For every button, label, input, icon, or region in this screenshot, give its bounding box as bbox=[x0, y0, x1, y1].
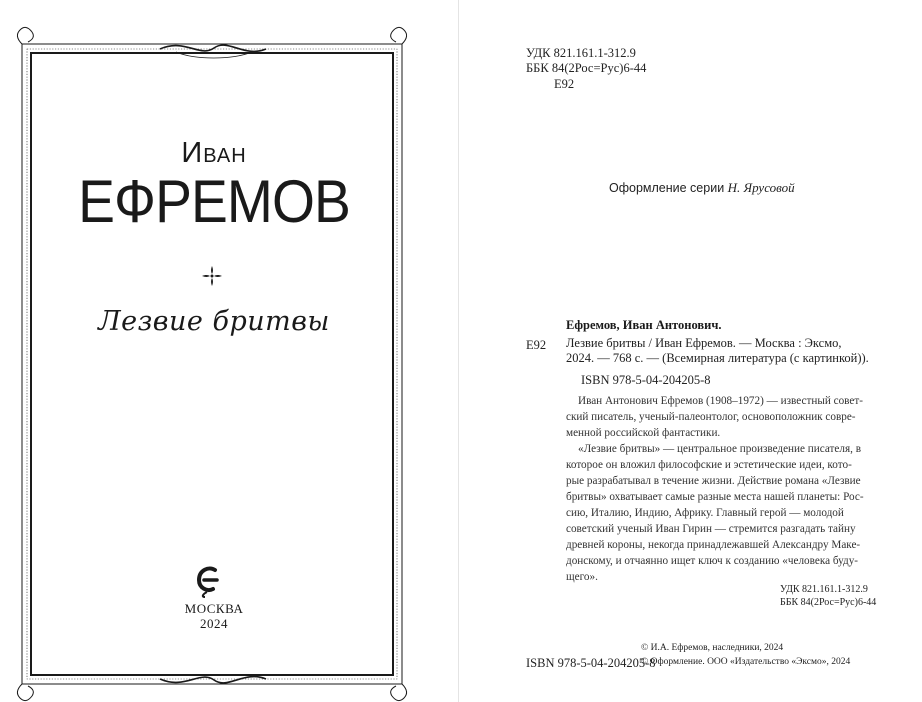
publication-year: 2024 bbox=[200, 616, 228, 631]
catalog-description-line: 2024. — 768 с. — (Всемирная литература (с картинкой)). bbox=[566, 351, 869, 365]
annotation-line: менной российской фантастики. bbox=[566, 427, 721, 439]
copyright-publisher: © Оформление. ООО «Издательство «Эксмо», 2024 bbox=[641, 657, 851, 667]
design-credit-prefix: Оформление серии bbox=[609, 181, 725, 195]
annotation-line: советский ученый Иван Гирин — стремится разгадать тайну bbox=[566, 523, 856, 535]
page-gutter bbox=[458, 0, 459, 702]
series-design-credit bbox=[609, 180, 795, 196]
designer-name: Н. Ярусовой bbox=[727, 180, 795, 195]
annotation-paragraph bbox=[566, 393, 887, 441]
author-sign: Е92 bbox=[554, 77, 575, 91]
udk-code-footer: УДК 821.161.1-312.9 bbox=[780, 584, 868, 595]
eksmo-logo-icon bbox=[195, 566, 223, 598]
book-title: Лезвие бритвы bbox=[98, 306, 330, 337]
annotation-line: рые разрабатывал в течение жизни. Действие романа «Лезвие bbox=[566, 475, 861, 487]
annotation-line: «Лезвие бритвы» — центральное произведение писателя, в bbox=[578, 443, 862, 455]
ornamental-frame bbox=[0, 0, 460, 702]
copyright-author: © И.А. Ефремов, наследники, 2024 bbox=[641, 643, 784, 653]
annotation-line: ский писатель, ученый-палеонтолог, основоположник совре- bbox=[566, 411, 856, 423]
catalog-author: Ефремов, Иван Антонович. bbox=[566, 318, 722, 332]
annotation-line: щего». bbox=[566, 571, 598, 583]
annotation-line: Иван Антонович Ефремов (1908–1972) — известный совет- bbox=[578, 395, 863, 407]
annotation-line: которое он вложил философские и эстетические идеи, кото- bbox=[566, 459, 852, 471]
author-first-name: Иван bbox=[181, 137, 247, 169]
annotation-line: донскому, и отчаянно ищет ключ к созданию «человека буду- bbox=[566, 555, 859, 567]
author-last-name: ЕФРЕМОВ bbox=[78, 168, 350, 235]
annotation-line: бритвы» охватывает самые разные места нашей планеты: Рос- bbox=[566, 491, 864, 503]
bbk-code-footer: ББК 84(2Рос=Рус)6-44 bbox=[780, 597, 877, 608]
annotation-paragraph bbox=[566, 441, 887, 585]
catalog-author-sign: Е92 bbox=[526, 338, 547, 352]
catalog-description-line: Лезвие бритвы / Иван Ефремов. — Москва : Эксмо, bbox=[566, 336, 842, 350]
bbk-code: ББК 84(2Рос=Рус)6-44 bbox=[526, 61, 647, 75]
catalog-isbn: ISBN 978-5-04-204205-8 bbox=[581, 373, 711, 387]
publisher-city: МОСКВА bbox=[184, 601, 244, 616]
udk-code: УДК 821.161.1-312.9 bbox=[526, 46, 636, 60]
isbn-footer: ISBN 978-5-04-204205-8 bbox=[526, 656, 656, 670]
annotation-line: древней короны, некогда принадлежавшей Александру Маке- bbox=[566, 539, 861, 551]
flourish-icon bbox=[200, 264, 224, 288]
annotation-line: сию, Италию, Индию, Африку. Главный герой — молодой bbox=[566, 507, 844, 519]
